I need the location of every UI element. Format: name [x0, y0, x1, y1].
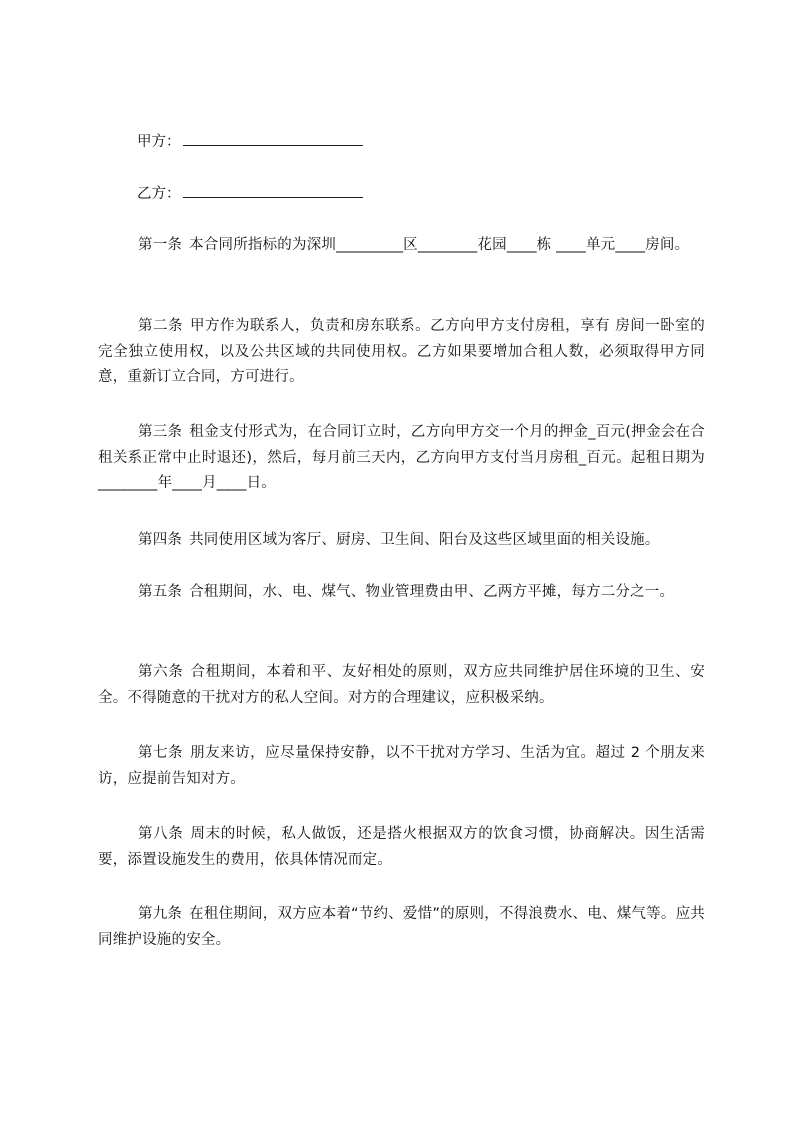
clause-number: 第八条	[138, 826, 184, 842]
clause-1	[98, 233, 705, 259]
clause-number: 第六条	[138, 664, 184, 680]
party-b-line	[137, 183, 363, 205]
party-a-line	[137, 131, 363, 153]
clause-9	[98, 902, 705, 953]
clause-2	[98, 314, 705, 391]
clause-text: 租金支付形式为，在合同订立时，乙方向甲方交一个月的押金_百元(押金会在合租关系正常中止时退还)，然后，每月前三天内，乙方向甲方支付当月房租_百元。起租日期为________年____月____日。	[98, 424, 705, 491]
clause-6	[98, 660, 705, 711]
clause-5	[98, 580, 705, 606]
clause-number: 第七条	[138, 745, 184, 761]
clause-7	[98, 741, 705, 792]
clause-number: 第一条	[138, 237, 183, 253]
clause-number: 第二条	[138, 318, 184, 334]
clause-8	[98, 822, 705, 873]
clause-text: 在租住期间，双方应本着“节约、爱惜”的原则，不得浪费水、电、煤气等。应共同维护设施的安全。	[98, 906, 705, 948]
clause-text: 朋友来访，应尽量保持安静，以不干扰对方学习、生活为宜。超过 2 个朋友来访，应提前告知对方。	[98, 745, 706, 787]
clause-number: 第四条	[138, 532, 183, 548]
party-b-blank	[183, 183, 363, 198]
clause-text: 周末的时候，私人做饭，还是搭火根据双方的饮食习惯，协商解决。因生活需要，添置设施发生的费用，依具体情况而定。	[98, 826, 706, 868]
clause-number: 第三条	[138, 424, 183, 440]
clause-text: 共同使用区域为客厅、厨房、卫生间、阳台及这些区域里面的相关设施。	[189, 532, 660, 548]
clause-number: 第五条	[138, 584, 183, 600]
clause-text: 合租期间，水、电、煤气、物业管理费由甲、乙两方平摊，每方二分之一。	[189, 584, 675, 600]
party-a-label: 甲方：	[137, 134, 181, 150]
clause-text: 本合同所指标的为深圳_________区________花园____栋 ____单元____房间。	[189, 237, 690, 253]
party-b-label: 乙方：	[137, 186, 181, 202]
clause-text: 甲方作为联系人，负责和房东联系。乙方向甲方支付房租，享有 房间一卧室的完全独立使用权，以及公共区域的共同使用权。乙方如果要增加合租人数，必须取得甲方同意，重新订立合同，方可进行。	[98, 318, 705, 385]
party-a-blank	[183, 131, 363, 146]
clause-text: 合租期间，本着和平、友好相处的原则，双方应共同维护居住环境的卫生、安全。不得随意的干扰对方的私人空间。对方的合理建议，应积极采纳。	[98, 664, 706, 706]
clause-number: 第九条	[138, 906, 183, 922]
clause-3	[98, 420, 705, 497]
clause-4	[98, 528, 705, 554]
